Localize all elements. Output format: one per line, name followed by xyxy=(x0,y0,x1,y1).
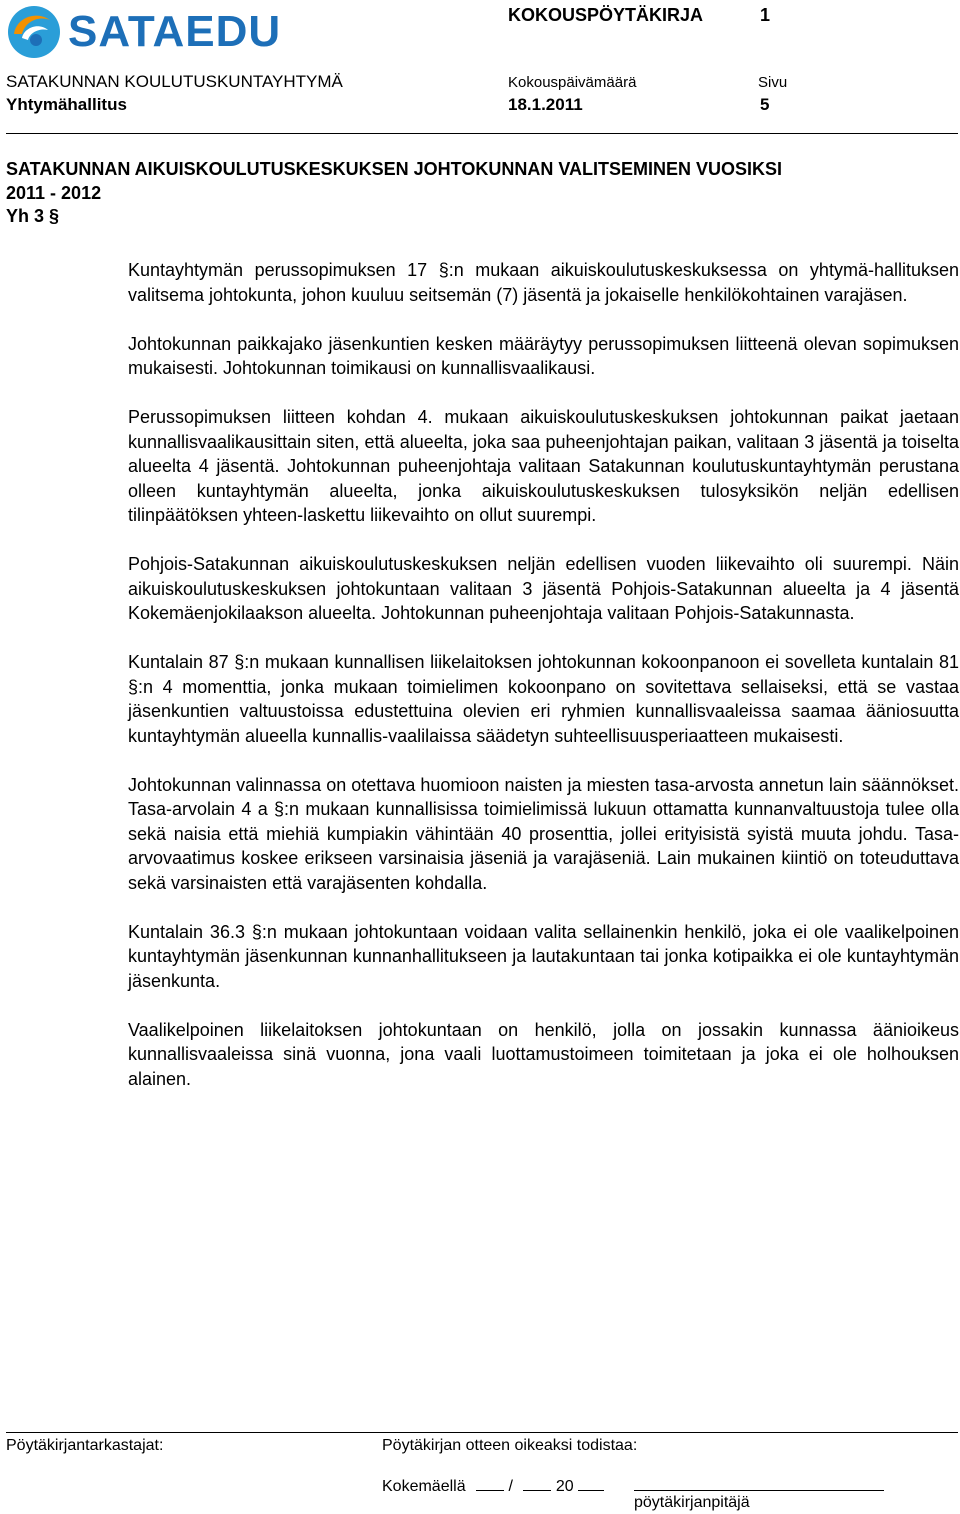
certify-label: Pöytäkirjan otteen oikeaksi todistaa: xyxy=(382,1437,638,1454)
section-reference: Yh 3 § xyxy=(6,206,60,226)
document-type: KOKOUSPÖYTÄKIRJA xyxy=(508,5,704,25)
day-blank xyxy=(476,1476,504,1491)
sataedu-swirl-icon xyxy=(6,4,62,60)
place-name: Kokemäellä xyxy=(382,1478,466,1495)
month-blank xyxy=(523,1476,551,1491)
body-name: Yhtymähallitus xyxy=(6,95,127,114)
paragraph: Kuntalain 87 §:n mukaan kunnallisen liikelaitoksen johtokunnan kokoonpanoon ei sovelleta kuntalain 81 §:n 4 momenttia, jonka mukaan toimielimen kokoonpano on sovitettava sellaiseksi, että se vastaa jäsenkuntien valtuustoissa edustettuina olevien eri ryhmien kunnallisvaaleissa saamaa ääniosuutta kuntayhtymän alueella kunnallis-vaalilaissa säädetyn suhteellisuusperiaatteen mukaisesti. xyxy=(128,652,959,746)
meeting-date: 18.1.2011 xyxy=(508,95,583,114)
paragraph: Kuntalain 36.3 §:n mukaan johtokuntaan voidaan valita sellainenkin henkilö, joka ei ole vaalikelpoinen kuntayhtymän jäsenkunnan kunnanhallitukseen ja lautakuntaan tai jonka kotipaikka ei ole kuntayhtymän jäsenkunta. xyxy=(128,921,959,991)
section-title-line2: 2011 - 2012 xyxy=(6,182,102,203)
paragraph: Johtokunnan valinnassa on otettava huomioon naisten ja miesten tasa-arvosta annetun lain säännökset. Tasa-arvolain 4 a §:n mukaan kunnallisissa toimielimissä lukuun ottamatta kunnanvaltuustoja tulee olla sekä naisia että miehiä kumpiakin vähintään 40 prosenttia, jollei erityisistä syistä muuta johdu. Tasa-arvovaatimus koskee erikseen varsinaisia jäseniä ja varajäseniä. Lain mukainen kiintiö on toteuduttava sekä varsinaisten että varajäsenten kohdalla. xyxy=(128,774,959,893)
page-label: Sivu xyxy=(758,74,788,91)
date-separator: / xyxy=(508,1478,513,1495)
inspectors-label: Pöytäkirjantarkastajat: xyxy=(6,1437,164,1454)
header-divider xyxy=(6,133,958,134)
section-heading xyxy=(6,158,936,229)
signature-date-line xyxy=(382,1476,604,1497)
paragraph: Johtokunnan paikkajako jäsenkuntien kesken määräytyy perussopimuksen liitteenä olevan sopimuksen mukaisesti. Johtokunnan toimikausi on kunnallisvaalikausi. xyxy=(128,333,959,378)
year-blank xyxy=(578,1476,604,1491)
paragraph: Perussopimuksen liitteen kohdan 4. mukaan aikuiskoulutuskeskuksen johtokunnan paikat jaetaan kunnallisvaalikausittain siten, että alueelta, joka saa puheenjohtajan paikan, valitaan 3 jäsentä ja toiselta alueelta 4 jäsentä. Johtokunnan puheenjohtaja valitaan Satakunnan koulutuskuntayhtymän perustana olleen kuntayhtymän alueelta, jonka aikuiskoulutuskeskuksen tulosyksikön neljän edellisen tilinpäätöksen yhteen-laskettu liikevaihto on ollut suurempi. xyxy=(128,407,959,525)
meeting-date-label: Kokouspäivämäärä xyxy=(508,74,637,91)
organization-name: SATAKUNNAN KOULUTUSKUNTAYHTYMÄ xyxy=(6,72,343,91)
keeper-label: pöytäkirjanpitäjä xyxy=(634,1494,750,1511)
document-body xyxy=(128,258,959,1116)
logo-wordmark: SATAEDU xyxy=(68,7,282,56)
section-title-line1: SATAKUNNAN AIKUISKOULUTUSKESKUKSEN JOHTOKUNNAN VALITSEMINEN VUOSIKSI xyxy=(6,159,783,179)
document-type-number: 1 xyxy=(760,5,771,25)
paragraph: Pohjois-Satakunnan aikuiskoulutuskeskuksen neljän edellisen vuoden liikevaihto oli suurempi. Näin aikuiskoulutuskeskuksen johtokuntaan valitaan 3 jäsentä Pohjois-Satakunnan alueelta ja 4 jäsentä Kokemäenjokilaakson alueelta. Johtokunnan puheenjohtaja valitaan Pohjois-Satakunnasta. xyxy=(128,554,959,623)
sataedu-logo xyxy=(6,2,282,60)
year-prefix: 20 xyxy=(555,1478,574,1495)
footer-divider xyxy=(6,1432,958,1433)
paragraph: Kuntayhtymän perussopimuksen 17 §:n mukaan aikuiskoulutuskeskuksessa on yhtymä-hallituksen valitsema johtokunta, johon kuuluu seitsemän (7) jäsentä ja jokaiselle henkilökohtainen varajäsen. xyxy=(128,260,959,305)
page-number: 5 xyxy=(760,95,770,114)
signature-line xyxy=(634,1490,884,1491)
paragraph: Vaalikelpoinen liikelaitoksen johtokuntaan on henkilö, jolla on jossakin kunnassa äänioikeus kunnallisvaaleissa sinä vuonna, jona vaali luottamustoimeen toimitetaan ja joka ei ole holhouksen alainen. xyxy=(128,1019,959,1089)
